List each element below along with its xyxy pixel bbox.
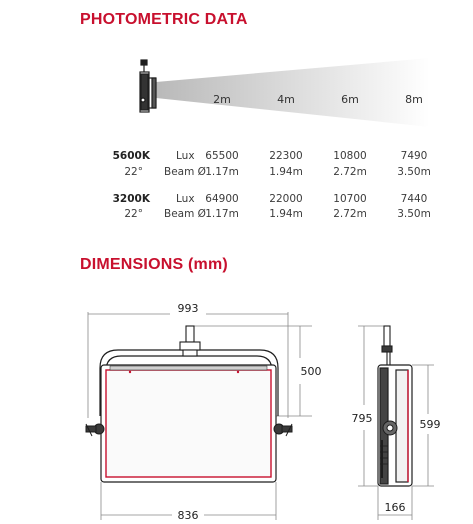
- beam-value: 3.50m: [397, 208, 431, 220]
- lux-value: 65500: [205, 150, 239, 162]
- lux-label: Lux: [176, 193, 195, 205]
- lux-value: 10700: [333, 193, 367, 205]
- beam-angle: 22°: [124, 166, 143, 178]
- beam-angle: 22°: [124, 208, 143, 220]
- lux-value: 7490: [400, 150, 428, 162]
- dimensions-title: DIMENSIONS (mm): [80, 256, 228, 273]
- dim-label-836: 836: [177, 509, 199, 522]
- distance-label: 8m: [405, 93, 423, 106]
- distance-label: 4m: [277, 93, 295, 106]
- spigot: [180, 326, 200, 356]
- lux-label: Lux: [176, 150, 195, 162]
- cct-label: 3200K: [112, 193, 150, 205]
- side-view: [352, 326, 441, 520]
- dim-label-795: 795: [351, 412, 373, 425]
- beam-value: 1.94m: [269, 166, 303, 178]
- lux-value: 7440: [400, 193, 428, 205]
- beam-value: 3.50m: [397, 166, 431, 178]
- side-knob-icon: [383, 421, 397, 435]
- cct-label: 5600K: [112, 150, 150, 162]
- beam-value: 1.17m: [205, 166, 239, 178]
- front-view: [86, 302, 322, 522]
- beam-value: 1.17m: [205, 208, 239, 220]
- dim-label-500: 500: [300, 365, 322, 378]
- lux-value: 64900: [205, 193, 239, 205]
- dim-label-993: 993: [177, 302, 199, 315]
- distance-label: 6m: [341, 93, 359, 106]
- distance-label: 2m: [213, 93, 231, 106]
- beam-value: 1.94m: [269, 208, 303, 220]
- beam-label: Beam Ø: [164, 208, 206, 220]
- dim-label-166: 166: [384, 501, 406, 514]
- lux-value: 22000: [269, 193, 303, 205]
- beam-value: 2.72m: [333, 208, 367, 220]
- lux-value: 22300: [269, 150, 303, 162]
- beam-label: Beam Ø: [164, 166, 206, 178]
- lux-value: 10800: [333, 150, 367, 162]
- photometric-title: PHOTOMETRIC DATA: [80, 11, 248, 28]
- dim-label-599: 599: [419, 418, 441, 431]
- beam-value: 2.72m: [333, 166, 367, 178]
- knob-right-icon: [274, 424, 292, 436]
- panel-frame: [106, 370, 271, 477]
